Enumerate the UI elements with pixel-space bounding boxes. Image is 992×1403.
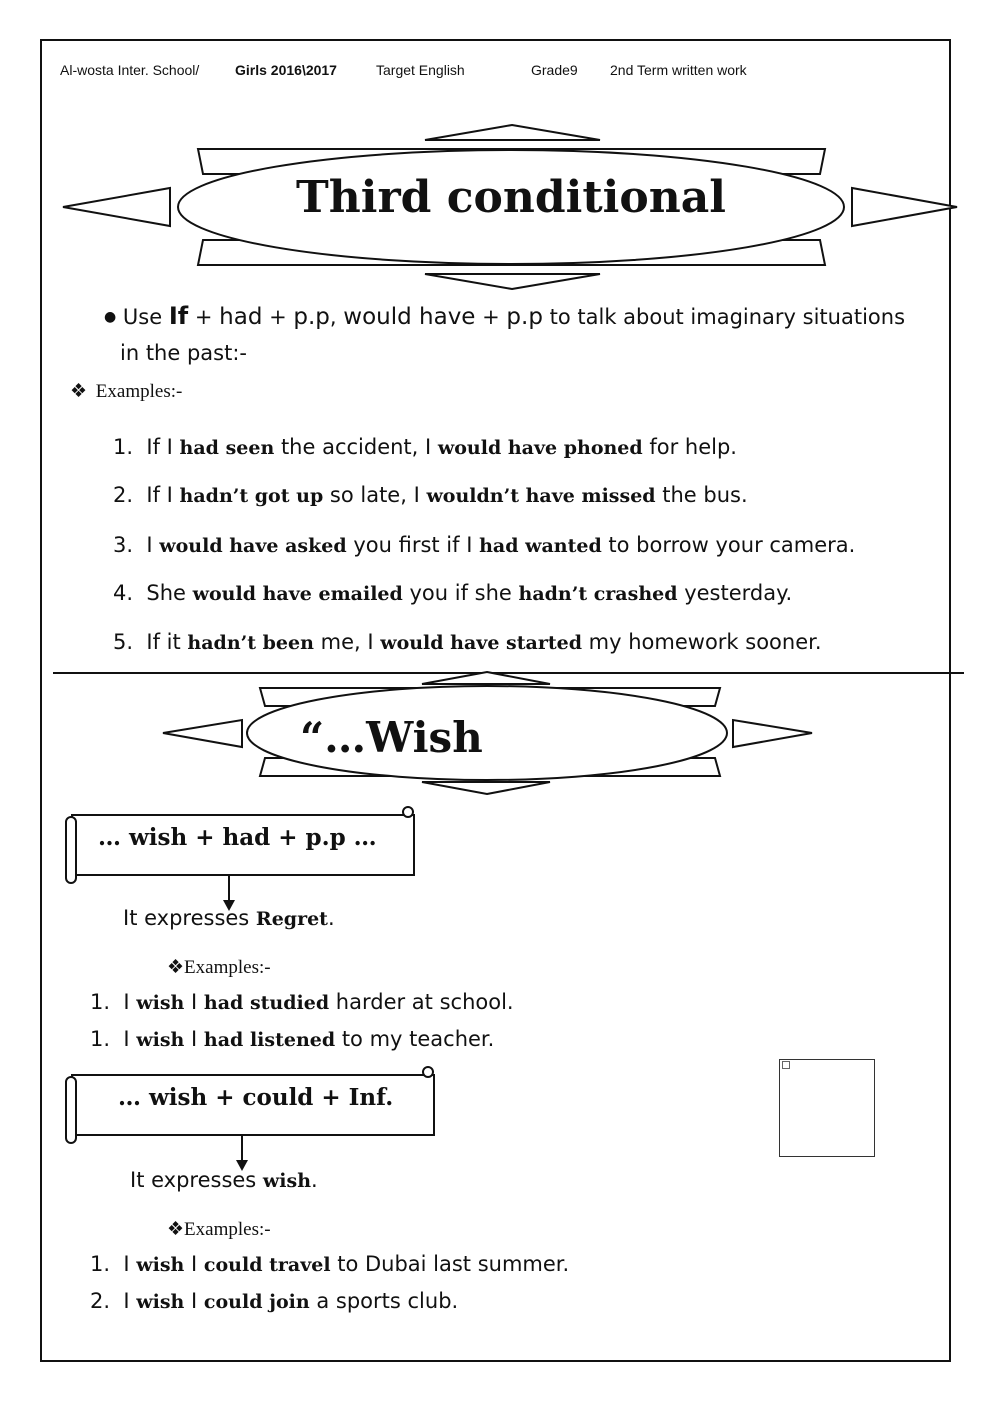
scroll-right-curl	[423, 1067, 433, 1077]
banner-right-arrow	[852, 188, 957, 226]
banner-left-arrow	[63, 188, 170, 226]
diamond-bullet-icon: ❖	[70, 381, 88, 402]
express-wish: It expresses wish.	[130, 1168, 318, 1192]
scroll-left-roll	[66, 817, 76, 883]
header-year: Girls 2016\2017	[235, 62, 337, 78]
scroll-right-curl	[403, 807, 413, 817]
header-school: Al-wosta Inter. School/	[60, 62, 200, 78]
list-item: 3. I would have asked you first if I had wanted to borrow your camera.	[113, 533, 856, 557]
third-conditional-title: Third conditional	[296, 172, 726, 223]
scroll-left-roll	[66, 1077, 76, 1143]
pattern2-text: … wish + could + Inf.	[118, 1084, 394, 1111]
banner-bottom-peak	[422, 782, 550, 794]
pattern1-text: … wish + had + p.p …	[98, 824, 377, 851]
image-placeholder	[779, 1059, 875, 1157]
express-regret: It expresses Regret.	[123, 906, 335, 930]
header-term: 2nd Term written work	[610, 62, 747, 78]
header-grade: Grade9	[531, 62, 578, 78]
list-item: 1. I wish I had studied harder at school.	[90, 990, 514, 1014]
examples-label-conditional: ❖ Examples:-	[70, 381, 183, 402]
third-conditional-rule: ● Use If + had + p.p, would have + p.p to talk about imaginary situations in the past:-	[104, 302, 906, 365]
list-item: 2. If I hadn’t got up so late, I wouldn’t have missed the bus.	[113, 483, 748, 507]
down-arrow-icon	[235, 1134, 249, 1172]
banner-top-peak	[425, 125, 600, 140]
diamond-bullet-icon: ❖	[167, 1219, 185, 1240]
list-item: 1. I wish I had listened to my teacher.	[90, 1027, 495, 1051]
examples-label-wish2: ❖Examples:-	[167, 1219, 271, 1240]
examples-label-wish1: ❖Examples:-	[167, 957, 271, 978]
broken-image-icon	[782, 1061, 790, 1069]
list-item: 1. I wish I could travel to Dubai last summer.	[90, 1252, 570, 1276]
list-item: 5. If it hadn’t been me, I would have started my homework sooner.	[113, 630, 822, 654]
banner-bottom-peak	[425, 274, 600, 289]
banner-left-arrow	[163, 720, 242, 747]
list-item: 2. I wish I could join a sports club.	[90, 1289, 459, 1313]
banner-top-peak	[422, 672, 550, 684]
list-item: 4. She would have emailed you if she hadn’t crashed yesterday.	[113, 581, 793, 605]
list-item: 1. If I had seen the accident, I would have phoned for help.	[113, 435, 737, 459]
wish-title: “…Wish	[300, 713, 483, 762]
diamond-bullet-icon: ❖	[167, 957, 185, 978]
header-subject: Target English	[376, 62, 465, 78]
banner-right-arrow	[733, 720, 812, 747]
